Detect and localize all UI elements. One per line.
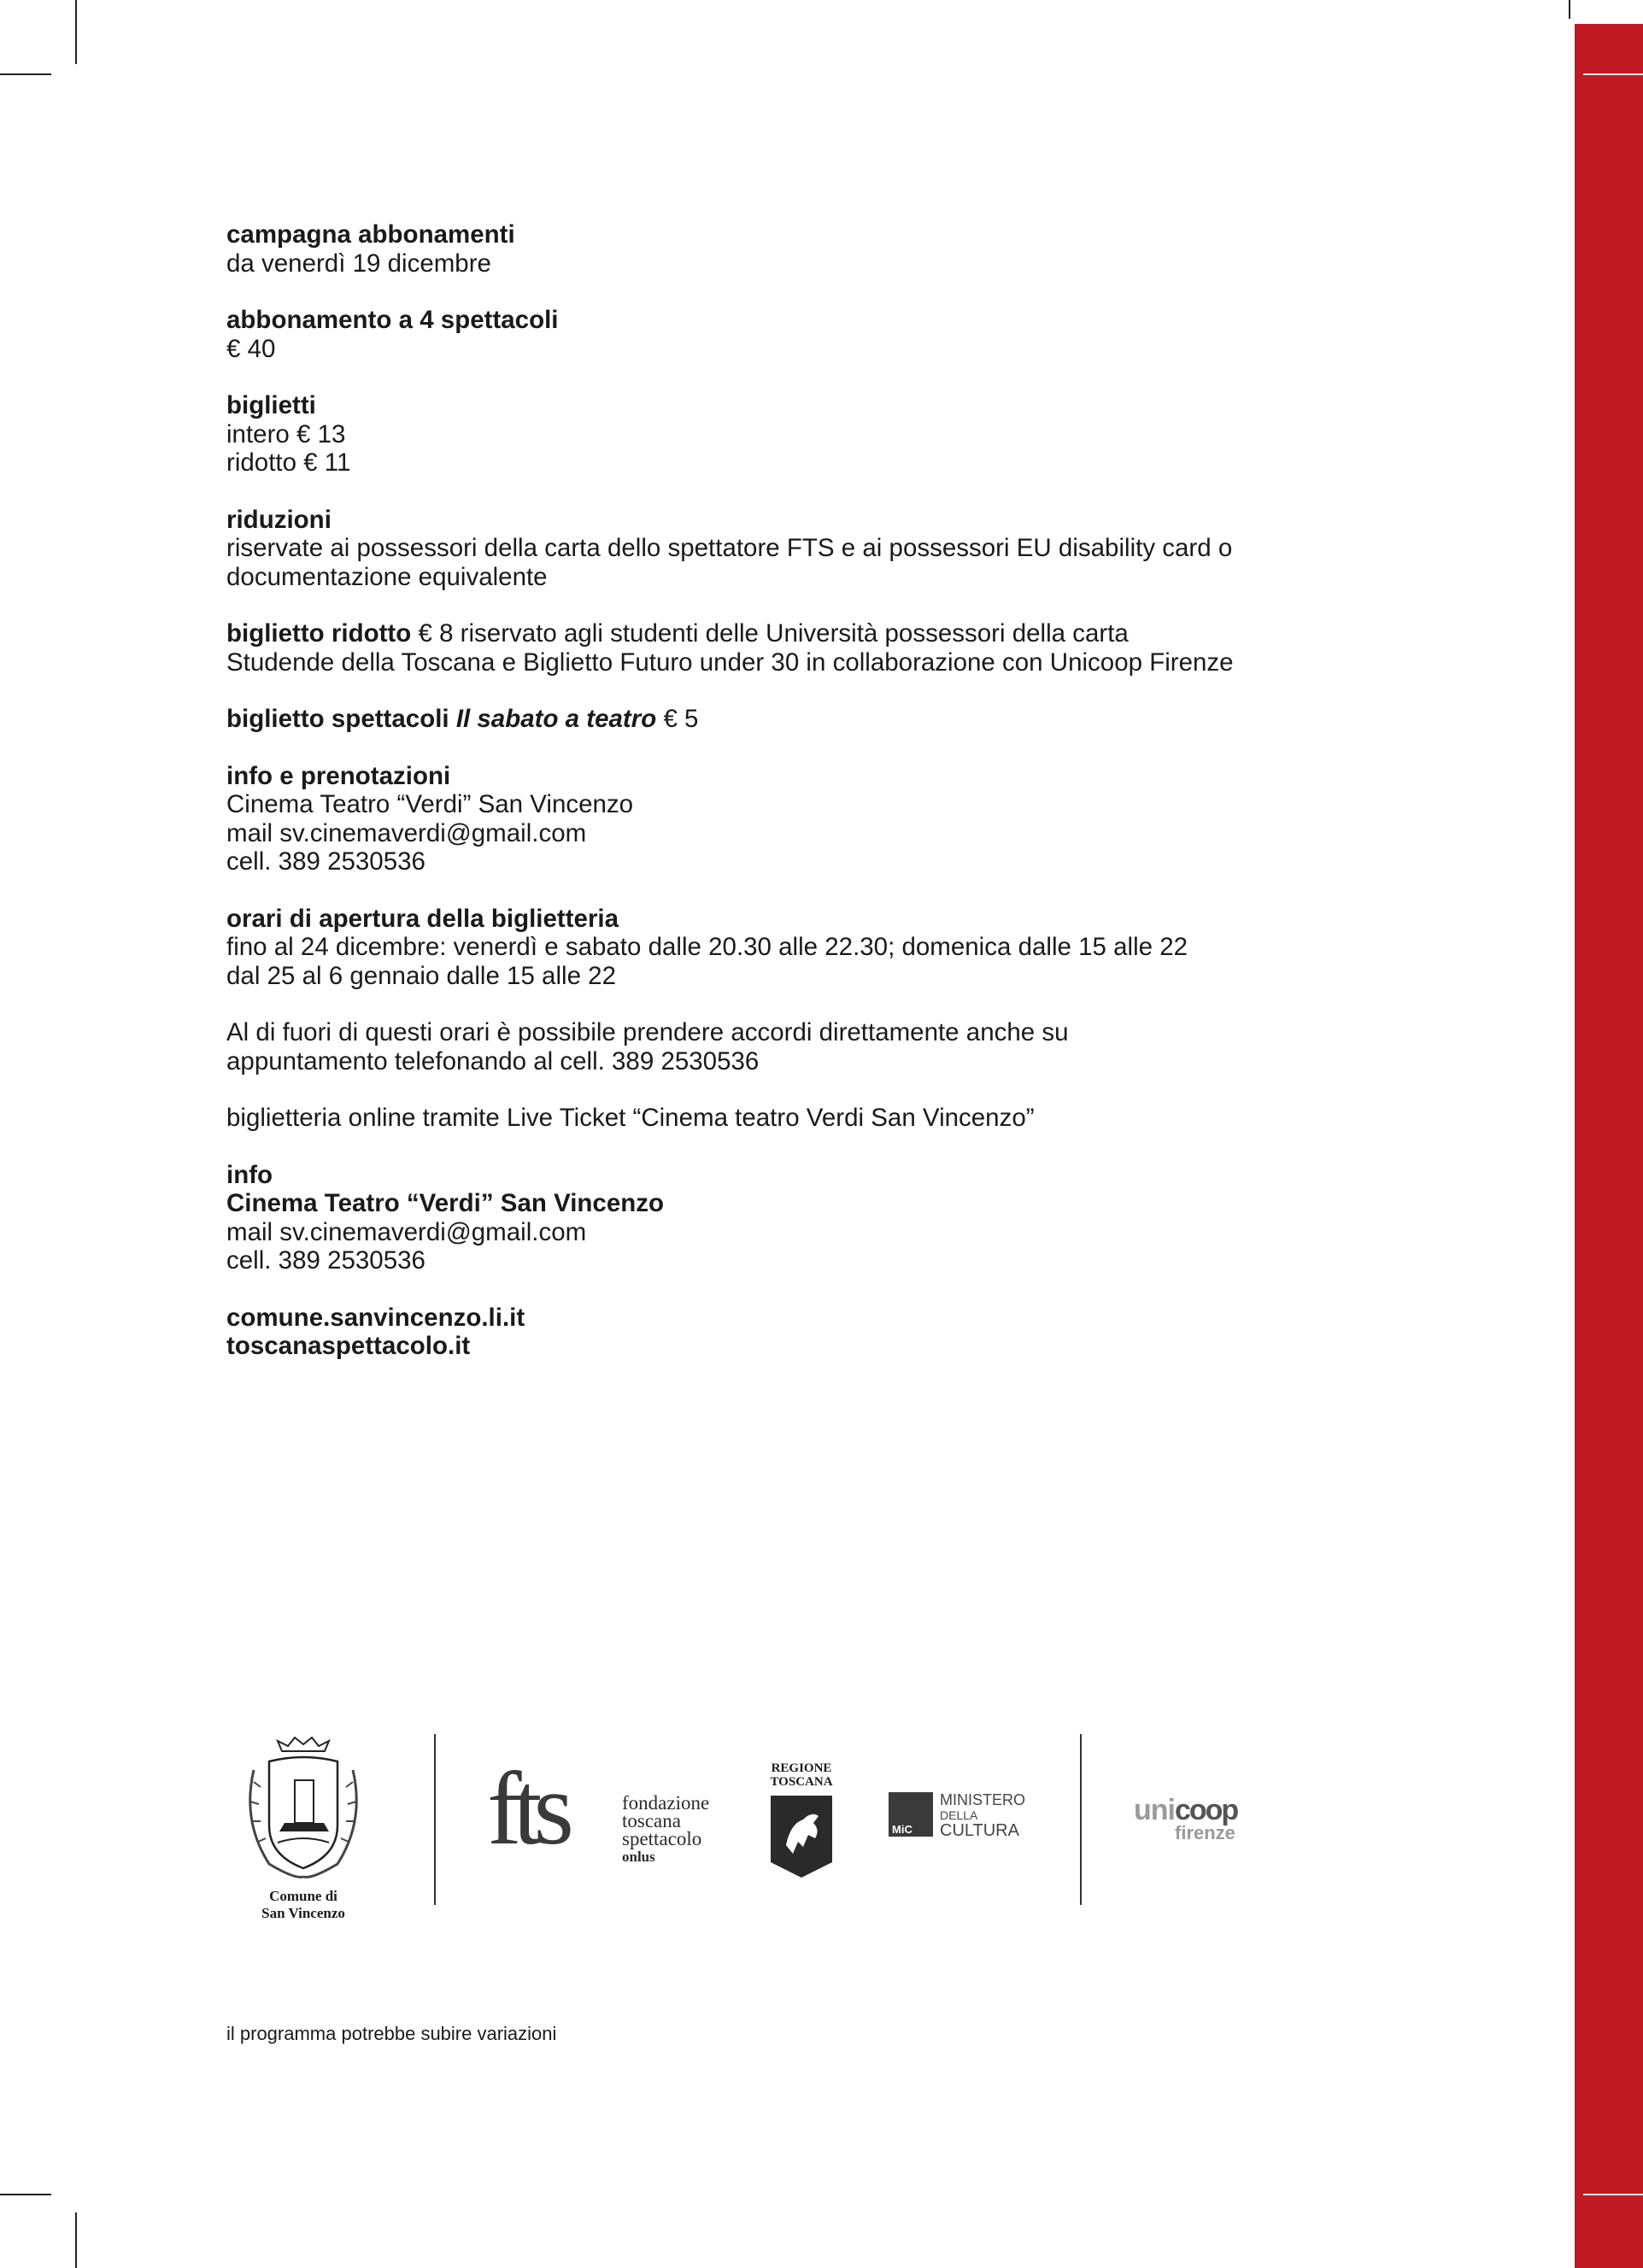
fts-mark: fts <box>487 1751 566 1867</box>
sponsor-logos <box>0 1726 1575 1931</box>
crop-mark <box>1569 0 1570 19</box>
websites-block <box>226 1304 1508 1361</box>
logo-divider <box>434 1734 436 1905</box>
fts-logo <box>487 1751 769 1879</box>
fts-name: onlus <box>622 1849 655 1865</box>
online-block <box>226 1104 1508 1133</box>
coat-of-arms-icon <box>235 1736 372 1881</box>
show-title: Il sabato a teatro <box>455 705 657 733</box>
website-link[interactable]: comune.sanvincenzo.li.it <box>226 1303 525 1332</box>
fts-name: fondazione <box>622 1792 710 1814</box>
pegasus-shield-icon <box>769 1794 834 1879</box>
unicoop-firenze-logo <box>1134 1794 1270 1854</box>
red-side-band <box>1575 24 1643 2268</box>
price: € 40 <box>226 334 276 363</box>
text-line: € 8 riservato agli studenti delle Università possessori della carta <box>411 619 1129 648</box>
hours-block <box>226 905 1508 991</box>
text-line: Studende della Toscana e Biglietto Futuro under 30 in collaborazione con Unicoop Firenze <box>226 648 1234 677</box>
fts-name: spettacolo <box>622 1828 702 1849</box>
sabato-ticket-block <box>226 705 1508 734</box>
crop-mark <box>75 0 77 64</box>
email[interactable]: mail sv.cinemaverdi@gmail.com <box>226 1217 587 1246</box>
appointment-block <box>226 1018 1508 1075</box>
text-line: fino al 24 dicembre: venerdì e sabato dalle 20.30 alle 22.30; domenica dalle 15 alle 22 <box>226 933 1188 961</box>
regione-name: REGIONE <box>771 1761 832 1775</box>
ministero-cultura-logo <box>889 1792 1042 1852</box>
price: € 5 <box>656 705 699 733</box>
info-text <box>226 220 1508 1389</box>
section-title: info e prenotazioni <box>226 761 451 790</box>
section-title: orari di apertura della biglietteria <box>226 904 619 933</box>
crop-mark <box>0 2194 51 2195</box>
phone[interactable]: cell. 389 2530536 <box>226 1246 425 1275</box>
info-block <box>226 1161 1508 1275</box>
comune-name: Comune di <box>269 1888 337 1904</box>
tickets-block <box>226 391 1508 478</box>
section-title: campagna abbonamenti <box>226 220 515 249</box>
comune-logo <box>231 1736 376 1924</box>
mic-badge: MiC <box>892 1823 912 1836</box>
unicoop-uni: uni <box>1134 1794 1175 1826</box>
phone[interactable]: cell. 389 2530536 <box>226 847 425 876</box>
reduced-ticket-block <box>226 619 1508 677</box>
regione-toscana-logo <box>767 1761 836 1890</box>
section-title: biglietto spettacoli <box>226 705 456 733</box>
subscription-block <box>226 306 1508 363</box>
venue-name: Cinema Teatro “Verdi” San Vincenzo <box>226 1189 665 1217</box>
ministero-name: CULTURA <box>940 1821 1019 1840</box>
comune-name: San Vincenzo <box>261 1905 345 1921</box>
reductions-block <box>226 506 1508 592</box>
price: intero € 13 <box>226 419 346 448</box>
unicoop-firenze: firenze <box>1175 1822 1235 1843</box>
website-link[interactable]: toscanaspettacolo.it <box>226 1332 471 1360</box>
venue-name: Cinema Teatro “Verdi” San Vincenzo <box>226 790 634 818</box>
text-line: da venerdì 19 dicembre <box>226 249 491 278</box>
crop-mark <box>0 73 51 75</box>
unicoop-coop: coop <box>1174 1794 1238 1826</box>
campaign-block <box>226 220 1508 278</box>
footer-note: il programma potrebbe subire variazioni <box>226 2023 557 2044</box>
booking-block <box>226 762 1508 876</box>
email[interactable]: mail sv.cinemaverdi@gmail.com <box>226 818 587 847</box>
price: ridotto € 11 <box>226 448 351 477</box>
section-title: info <box>226 1160 273 1189</box>
text-line: appuntamento telefonando al cell. 389 2530536 <box>226 1046 760 1075</box>
text-line: biglietteria online tramite Live Ticket “Cinema teatro Verdi San Vincenzo” <box>226 1104 1035 1132</box>
section-title: abbonamento a 4 spettacoli <box>226 306 559 334</box>
crop-mark <box>75 2212 77 2268</box>
logo-divider <box>1080 1734 1082 1905</box>
ministero-name: MINISTERO <box>940 1791 1026 1808</box>
ministero-name: DELLA <box>940 1808 978 1822</box>
text-line: dal 25 al 6 gennaio dalle 15 alle 22 <box>226 961 616 990</box>
section-title: riduzioni <box>226 505 332 534</box>
text-line: riservate ai possessori della carta dello spettatore FTS e ai possessori EU disability card o <box>226 534 1233 562</box>
regione-name: TOSCANA <box>770 1775 833 1789</box>
section-title: biglietti <box>226 391 316 419</box>
fts-name: toscana <box>622 1810 681 1831</box>
text-line: documentazione equivalente <box>226 562 548 591</box>
text-line: Al di fuori di questi orari è possibile prendere accordi direttamente anche su <box>226 1018 1069 1046</box>
section-title: biglietto ridotto <box>226 619 412 648</box>
